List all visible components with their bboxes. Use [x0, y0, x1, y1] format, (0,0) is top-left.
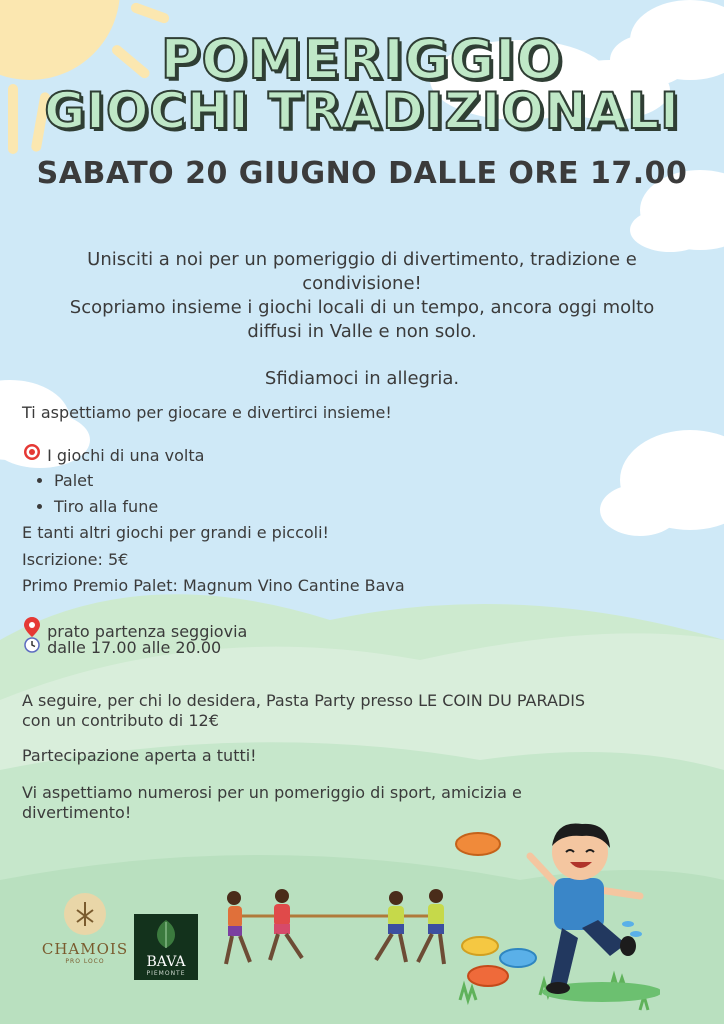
pasta-line-1: A seguire, per chi lo desidera, Pasta Party presso LE COIN DU PARADIS	[22, 691, 586, 710]
time-text: dalle 17.00 alle 20.00	[47, 638, 222, 657]
bava-logo	[134, 914, 198, 980]
child-figure	[270, 889, 302, 960]
chamois-logo	[40, 892, 130, 965]
games-heading-label: I giochi di una volta	[47, 446, 205, 465]
chamois-subtitle: PRO LOCO	[65, 958, 105, 965]
challenge-text: Sfidiamoci in allegria.	[264, 368, 460, 389]
child-with-frisbees-illustration	[450, 816, 660, 1012]
intro-line: diffusi in Valle e non solo.	[247, 321, 477, 342]
invite-text: Ti aspettiamo per giocare e divertirci insieme!	[22, 403, 392, 422]
frisbee-icon	[462, 937, 498, 955]
prize-text: Primo Premio Palet: Magnum Vino Cantine Bava	[22, 576, 405, 595]
frisbee-icon	[456, 833, 500, 855]
location-text: prato partenza seggiovia	[47, 622, 248, 641]
leaf-icon	[146, 918, 186, 950]
event-date: SABATO 20 GIUGNO DALLE ORE 17.00	[36, 156, 688, 191]
child-figure	[226, 891, 250, 964]
bava-name: BAVA	[146, 954, 186, 970]
closing-line-2: divertimento!	[22, 803, 132, 822]
intro-paragraph	[24, 248, 700, 344]
intro-line: Scopriamo insieme i giochi locali di un tempo, ancora oggi molto	[69, 297, 655, 318]
frisbee-icon	[468, 966, 508, 986]
time-line	[22, 637, 221, 658]
child-figure	[418, 889, 444, 964]
games-heading	[22, 443, 204, 466]
pasta-line-2: con un contributo di 12€	[22, 711, 219, 730]
registration-text: Iscrizione: 5€	[22, 550, 129, 569]
more-games-text: E tanti altri giochi per grandi e piccoli!	[22, 523, 329, 542]
frisbee-icon	[500, 949, 536, 967]
open-text: Partecipazione aperta a tutti!	[22, 746, 257, 765]
intro-line: condivisione!	[302, 273, 422, 294]
list-item: • Tiro alla fune	[54, 494, 158, 520]
bava-subtitle: PIEMONTE	[146, 970, 186, 977]
child-figure	[376, 891, 406, 962]
games-list	[34, 468, 158, 520]
list-item: • Palet	[54, 468, 158, 494]
target-icon	[22, 443, 42, 466]
title-line-2: GIOCHI TRADIZIONALI	[44, 82, 680, 140]
tug-of-war-illustration	[220, 886, 450, 972]
chamois-emblem-icon	[63, 892, 107, 936]
chamois-name: CHAMOIS	[41, 940, 129, 958]
closing-line-1: Vi aspettiamo numerosi per un pomeriggio di sport, amicizia e	[22, 783, 522, 802]
clock-icon	[22, 637, 42, 658]
title-line-1: POMERIGGIO	[160, 28, 564, 91]
intro-line: Unisciti a noi per un pomeriggio di divertimento, tradizione e	[87, 249, 637, 270]
